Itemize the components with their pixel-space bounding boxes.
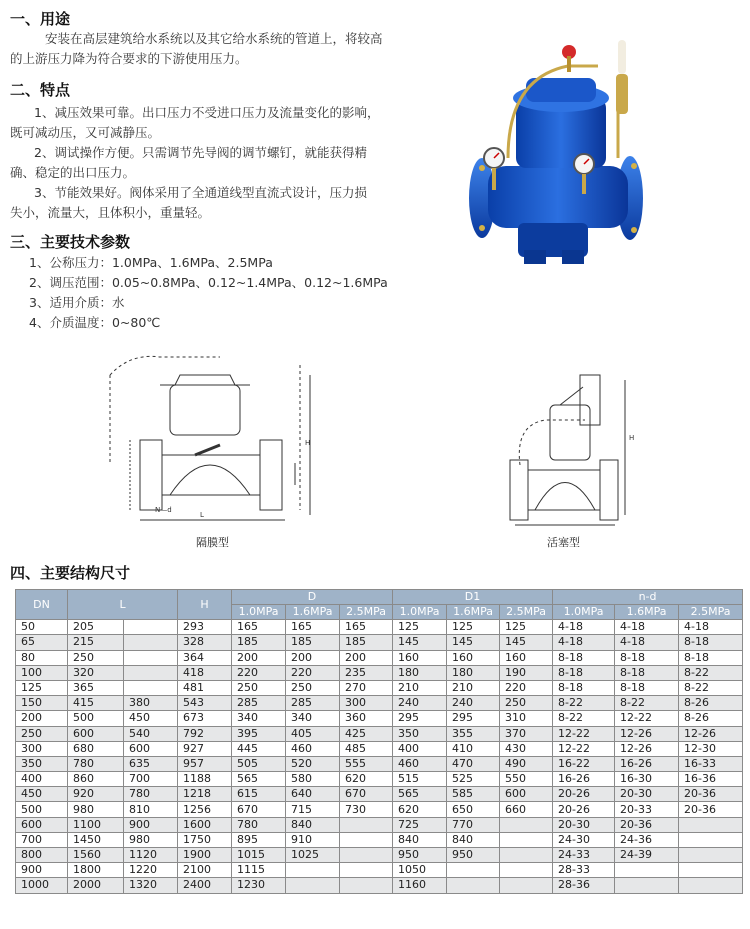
table-cell: 405 <box>286 726 340 741</box>
table-cell: 205 <box>68 620 124 635</box>
table-row <box>16 650 743 665</box>
table-cell: 520 <box>286 756 340 771</box>
table-cell: 100 <box>16 665 68 680</box>
table-cell: 640 <box>286 787 340 802</box>
section-1-line-2: 的上游压力降为符合要求的下游使用压力。 <box>10 51 248 66</box>
table-cell <box>124 635 178 650</box>
table-cell: 900 <box>16 863 68 878</box>
section-1-line-1: 安装在高层建筑给水系统以及其它给水系统的管道上，将较高 <box>45 31 383 46</box>
table-cell: 2000 <box>68 878 124 893</box>
table-cell: 295 <box>393 711 447 726</box>
table-cell: 600 <box>124 741 178 756</box>
table-cell: 460 <box>393 756 447 771</box>
table-cell: 220 <box>286 665 340 680</box>
table-cell: 215 <box>68 635 124 650</box>
table-cell: 285 <box>286 696 340 711</box>
table-cell: 418 <box>178 665 232 680</box>
table-cell: 185 <box>232 635 286 650</box>
table-cell: 415 <box>68 696 124 711</box>
table-cell: 210 <box>447 680 500 695</box>
table-row <box>16 878 743 893</box>
table-cell: 380 <box>124 696 178 711</box>
section-2-line-3: 2、调试操作方便。只需调节先导阀的调节螺钉，就能获得精 <box>34 145 367 160</box>
section-2-line-4: 确、稳定的出口压力。 <box>10 165 136 180</box>
table-cell <box>679 863 743 878</box>
table-cell: 620 <box>340 772 393 787</box>
table-cell: 250 <box>16 726 68 741</box>
table-cell: 300 <box>340 696 393 711</box>
table-cell: 950 <box>447 848 500 863</box>
table-cell: 840 <box>447 832 500 847</box>
table-cell: 780 <box>68 756 124 771</box>
table-cell: 12-30 <box>679 741 743 756</box>
table-cell: 957 <box>178 756 232 771</box>
table-cell: 8-18 <box>615 650 679 665</box>
table-cell: 910 <box>286 832 340 847</box>
table-cell: 160 <box>393 650 447 665</box>
header-h: H <box>178 590 232 620</box>
table-cell: 125 <box>500 620 553 635</box>
table-cell: 1025 <box>286 848 340 863</box>
table-cell: 395 <box>232 726 286 741</box>
table-cell: 355 <box>447 726 500 741</box>
table-cell: 481 <box>178 680 232 695</box>
table-cell: 165 <box>286 620 340 635</box>
table-cell <box>340 848 393 863</box>
table-cell: 180 <box>447 665 500 680</box>
table-cell: 20-30 <box>615 787 679 802</box>
table-cell: 430 <box>500 741 553 756</box>
table-cell: 220 <box>232 665 286 680</box>
table-cell: 1050 <box>393 863 447 878</box>
table-cell: 364 <box>178 650 232 665</box>
table-cell <box>679 817 743 832</box>
diaphragm-type-drawing <box>100 345 325 525</box>
table-cell: 20-36 <box>615 817 679 832</box>
table-row <box>16 772 743 787</box>
table-cell: 125 <box>16 680 68 695</box>
table-cell: 1120 <box>124 848 178 863</box>
table-cell: 715 <box>286 802 340 817</box>
table-cell: 980 <box>68 802 124 817</box>
table-cell: 340 <box>232 711 286 726</box>
table-cell <box>286 863 340 878</box>
table-row <box>16 711 743 726</box>
table-cell: 1115 <box>232 863 286 878</box>
header-nd-1-6: 1.6MPa <box>615 605 679 620</box>
table-cell: 28-36 <box>553 878 615 893</box>
table-cell: 8-22 <box>679 665 743 680</box>
table-cell: 320 <box>68 665 124 680</box>
table-cell: 200 <box>286 650 340 665</box>
table-cell: 12-22 <box>553 741 615 756</box>
table-cell: 2100 <box>178 863 232 878</box>
table-cell: 150 <box>16 696 68 711</box>
header-d-1-6: 1.6MPa <box>286 605 340 620</box>
table-cell: 505 <box>232 756 286 771</box>
table-cell: 725 <box>393 817 447 832</box>
section-2-line-1: 1、减压效果可靠。出口压力不受进口压力及流量变化的影响， <box>34 105 380 120</box>
table-cell: 185 <box>286 635 340 650</box>
table-cell: 485 <box>340 741 393 756</box>
table-cell: 770 <box>447 817 500 832</box>
table-cell <box>500 878 553 893</box>
table-cell: 980 <box>124 832 178 847</box>
table-cell: 670 <box>340 787 393 802</box>
table-cell: 24-30 <box>553 832 615 847</box>
table-cell <box>124 680 178 695</box>
table-cell: 16-33 <box>679 756 743 771</box>
table-cell: 1320 <box>124 878 178 893</box>
table-cell: 615 <box>232 787 286 802</box>
table-cell: 16-26 <box>615 756 679 771</box>
table-row <box>16 665 743 680</box>
table-cell: 543 <box>178 696 232 711</box>
table-cell <box>500 832 553 847</box>
table-cell: 12-26 <box>615 741 679 756</box>
table-cell: 300 <box>16 741 68 756</box>
table-cell: 20-26 <box>553 802 615 817</box>
table-cell: 8-18 <box>679 650 743 665</box>
l-label: L <box>200 511 204 519</box>
dimensions-table-body <box>16 620 743 893</box>
table-cell: 565 <box>232 772 286 787</box>
table-cell: 8-22 <box>679 680 743 695</box>
table-cell: 20-36 <box>679 787 743 802</box>
table-cell: 635 <box>124 756 178 771</box>
table-cell: 8-26 <box>679 711 743 726</box>
table-cell: 585 <box>447 787 500 802</box>
table-cell: 12-22 <box>553 726 615 741</box>
piston-type-caption: 活塞型 <box>547 536 580 549</box>
table-cell <box>340 878 393 893</box>
table-cell: 580 <box>286 772 340 787</box>
table-cell: 185 <box>340 635 393 650</box>
table-cell: 660 <box>500 802 553 817</box>
table-cell <box>679 848 743 863</box>
table-row <box>16 848 743 863</box>
table-cell: 8-18 <box>615 665 679 680</box>
table-cell: 65 <box>16 635 68 650</box>
table-cell <box>615 863 679 878</box>
table-cell: 8-22 <box>615 696 679 711</box>
table-cell: 80 <box>16 650 68 665</box>
table-cell: 927 <box>178 741 232 756</box>
table-cell: 295 <box>447 711 500 726</box>
header-d-2-5: 2.5MPa <box>340 605 393 620</box>
table-cell: 365 <box>68 680 124 695</box>
table-cell: 200 <box>340 650 393 665</box>
table-cell: 840 <box>393 832 447 847</box>
table-cell: 780 <box>232 817 286 832</box>
table-cell: 8-18 <box>553 680 615 695</box>
table-cell: 12-26 <box>679 726 743 741</box>
table-cell: 800 <box>16 848 68 863</box>
table-cell <box>500 863 553 878</box>
table-cell: 1188 <box>178 772 232 787</box>
table-cell: 340 <box>286 711 340 726</box>
table-cell: 500 <box>16 802 68 817</box>
header-l: L <box>68 590 178 620</box>
table-cell: 810 <box>124 802 178 817</box>
h-label: H <box>305 439 311 447</box>
table-row <box>16 696 743 711</box>
table-cell <box>500 848 553 863</box>
section-2-line-5: 3、节能效果好。阀体采用了全通道线型直流式设计，压力损 <box>34 185 367 200</box>
table-cell: 1600 <box>178 817 232 832</box>
table-cell: 8-18 <box>553 665 615 680</box>
table-cell: 190 <box>500 665 553 680</box>
table-row <box>16 635 743 650</box>
spec-line-3: 3、适用介质：水 <box>29 295 125 310</box>
table-cell: 425 <box>340 726 393 741</box>
table-cell <box>340 817 393 832</box>
table-cell: 28-33 <box>553 863 615 878</box>
header-d-1-0: 1.0MPa <box>232 605 286 620</box>
table-cell: 450 <box>124 711 178 726</box>
table-cell: 1900 <box>178 848 232 863</box>
table-cell: 1000 <box>16 878 68 893</box>
table-cell: 350 <box>393 726 447 741</box>
table-cell: 600 <box>16 817 68 832</box>
table-cell <box>340 863 393 878</box>
table-cell: 410 <box>447 741 500 756</box>
table-cell: 8-22 <box>553 711 615 726</box>
table-row <box>16 756 743 771</box>
table-cell: 240 <box>447 696 500 711</box>
table-cell: 650 <box>447 802 500 817</box>
h-label-right: H <box>629 434 635 442</box>
table-cell: 1450 <box>68 832 124 847</box>
table-cell: 2400 <box>178 878 232 893</box>
table-cell: 160 <box>447 650 500 665</box>
table-cell: 12-26 <box>615 726 679 741</box>
header-d1: D1 <box>393 590 553 605</box>
piston-type-drawing <box>505 365 640 530</box>
table-cell: 160 <box>500 650 553 665</box>
table-cell: 550 <box>500 772 553 787</box>
table-cell: 20-30 <box>553 817 615 832</box>
table-cell <box>679 832 743 847</box>
table-row <box>16 802 743 817</box>
table-cell: 1230 <box>232 878 286 893</box>
table-cell: 180 <box>393 665 447 680</box>
table-cell: 8-22 <box>553 696 615 711</box>
header-d1-1-0: 1.0MPa <box>393 605 447 620</box>
table-cell: 600 <box>500 787 553 802</box>
table-cell: 125 <box>447 620 500 635</box>
table-cell: 860 <box>68 772 124 787</box>
section-1-title: 一、用途 <box>10 10 71 28</box>
table-cell <box>124 620 178 635</box>
table-cell: 8-18 <box>553 650 615 665</box>
table-cell: 200 <box>232 650 286 665</box>
valve-product-photo <box>468 38 650 278</box>
table-cell: 4-18 <box>615 635 679 650</box>
table-cell: 270 <box>340 680 393 695</box>
table-cell: 20-36 <box>679 802 743 817</box>
table-row <box>16 680 743 695</box>
table-cell: 920 <box>68 787 124 802</box>
table-row <box>16 741 743 756</box>
table-cell: 210 <box>393 680 447 695</box>
table-cell: 400 <box>16 772 68 787</box>
table-cell: 240 <box>393 696 447 711</box>
diaphragm-type-caption: 隔膜型 <box>196 536 229 549</box>
section-2-title: 二、特点 <box>10 81 71 99</box>
table-cell: 900 <box>124 817 178 832</box>
table-cell: 555 <box>340 756 393 771</box>
table-row <box>16 817 743 832</box>
table-row <box>16 863 743 878</box>
table-cell: 50 <box>16 620 68 635</box>
section-3-title: 三、主要技术参数 <box>10 233 131 251</box>
table-cell: 24-36 <box>615 832 679 847</box>
table-cell: 24-33 <box>553 848 615 863</box>
table-cell: 145 <box>447 635 500 650</box>
table-cell: 8-26 <box>679 696 743 711</box>
table-cell: 460 <box>286 741 340 756</box>
table-cell: 1256 <box>178 802 232 817</box>
dimensions-table <box>15 589 743 894</box>
table-cell: 293 <box>178 620 232 635</box>
table-cell: 780 <box>124 787 178 802</box>
table-cell: 8-18 <box>679 635 743 650</box>
table-cell: 1015 <box>232 848 286 863</box>
table-cell: 525 <box>447 772 500 787</box>
table-cell <box>447 878 500 893</box>
table-cell: 4-18 <box>679 620 743 635</box>
table-cell: 673 <box>178 711 232 726</box>
table-cell: 515 <box>393 772 447 787</box>
table-cell: 670 <box>232 802 286 817</box>
table-cell: 500 <box>68 711 124 726</box>
table-row <box>16 832 743 847</box>
table-cell: 220 <box>500 680 553 695</box>
table-cell <box>340 832 393 847</box>
table-cell: 350 <box>16 756 68 771</box>
table-cell: 328 <box>178 635 232 650</box>
table-cell: 792 <box>178 726 232 741</box>
spec-line-4: 4、介质温度：0~80℃ <box>29 315 161 330</box>
header-d1-1-6: 1.6MPa <box>447 605 500 620</box>
table-cell: 16-30 <box>615 772 679 787</box>
table-cell <box>500 817 553 832</box>
table-cell: 1800 <box>68 863 124 878</box>
table-cell: 165 <box>232 620 286 635</box>
header-n-d: n-d <box>553 590 743 605</box>
table-cell: 165 <box>340 620 393 635</box>
table-cell: 1160 <box>393 878 447 893</box>
table-cell: 145 <box>500 635 553 650</box>
table-cell: 950 <box>393 848 447 863</box>
table-cell: 125 <box>393 620 447 635</box>
table-cell: 620 <box>393 802 447 817</box>
table-cell: 250 <box>68 650 124 665</box>
table-cell: 895 <box>232 832 286 847</box>
table-cell <box>286 878 340 893</box>
table-cell: 450 <box>16 787 68 802</box>
table-row <box>16 787 743 802</box>
table-cell: 20-33 <box>615 802 679 817</box>
table-cell: 1218 <box>178 787 232 802</box>
table-cell <box>124 665 178 680</box>
table-cell: 285 <box>232 696 286 711</box>
table-cell: 24-39 <box>615 848 679 863</box>
table-cell: 4-18 <box>553 620 615 635</box>
table-cell: 700 <box>124 772 178 787</box>
table-cell: 4-18 <box>553 635 615 650</box>
table-cell: 12-22 <box>615 711 679 726</box>
table-cell: 445 <box>232 741 286 756</box>
table-cell: 1750 <box>178 832 232 847</box>
table-cell: 840 <box>286 817 340 832</box>
spec-line-1: 1、公称压力：1.0MPa、1.6MPa、2.5MPa <box>29 255 273 270</box>
table-cell: 370 <box>500 726 553 741</box>
table-cell: 730 <box>340 802 393 817</box>
table-cell: 16-22 <box>553 756 615 771</box>
table-cell <box>124 650 178 665</box>
table-cell: 540 <box>124 726 178 741</box>
section-4-title: 四、主要结构尺寸 <box>10 564 131 582</box>
table-cell: 470 <box>447 756 500 771</box>
table-cell: 310 <box>500 711 553 726</box>
table-cell: 250 <box>500 696 553 711</box>
header-d1-2-5: 2.5MPa <box>500 605 553 620</box>
table-cell: 8-18 <box>615 680 679 695</box>
table-cell: 600 <box>68 726 124 741</box>
table-cell: 360 <box>340 711 393 726</box>
table-cell: 680 <box>68 741 124 756</box>
section-2-line-2: 既可减动压，又可减静压。 <box>10 125 161 140</box>
header-nd-1-0: 1.0MPa <box>553 605 615 620</box>
table-cell: 250 <box>232 680 286 695</box>
table-cell: 16-36 <box>679 772 743 787</box>
table-cell: 4-18 <box>615 620 679 635</box>
header-d: D <box>232 590 393 605</box>
table-cell: 250 <box>286 680 340 695</box>
table-cell: 1100 <box>68 817 124 832</box>
table-row <box>16 620 743 635</box>
table-cell: 20-26 <box>553 787 615 802</box>
table-cell <box>447 863 500 878</box>
table-cell: 700 <box>16 832 68 847</box>
spec-line-2: 2、调压范围：0.05~0.8MPa、0.12~1.4MPa、0.12~1.6MPa <box>29 275 388 290</box>
table-cell: 490 <box>500 756 553 771</box>
section-2-line-6: 失小，流量大，且体积小，重量轻。 <box>10 205 211 220</box>
table-cell: 145 <box>393 635 447 650</box>
table-cell: 16-26 <box>553 772 615 787</box>
table-cell: 1220 <box>124 863 178 878</box>
table-cell: 565 <box>393 787 447 802</box>
table-cell <box>615 878 679 893</box>
n-d-label: N—d <box>155 506 172 514</box>
table-cell: 400 <box>393 741 447 756</box>
table-cell: 1560 <box>68 848 124 863</box>
table-cell: 235 <box>340 665 393 680</box>
header-dn: DN <box>16 590 68 620</box>
header-nd-2-5: 2.5MPa <box>679 605 743 620</box>
table-cell <box>679 878 743 893</box>
table-cell: 200 <box>16 711 68 726</box>
table-row <box>16 726 743 741</box>
